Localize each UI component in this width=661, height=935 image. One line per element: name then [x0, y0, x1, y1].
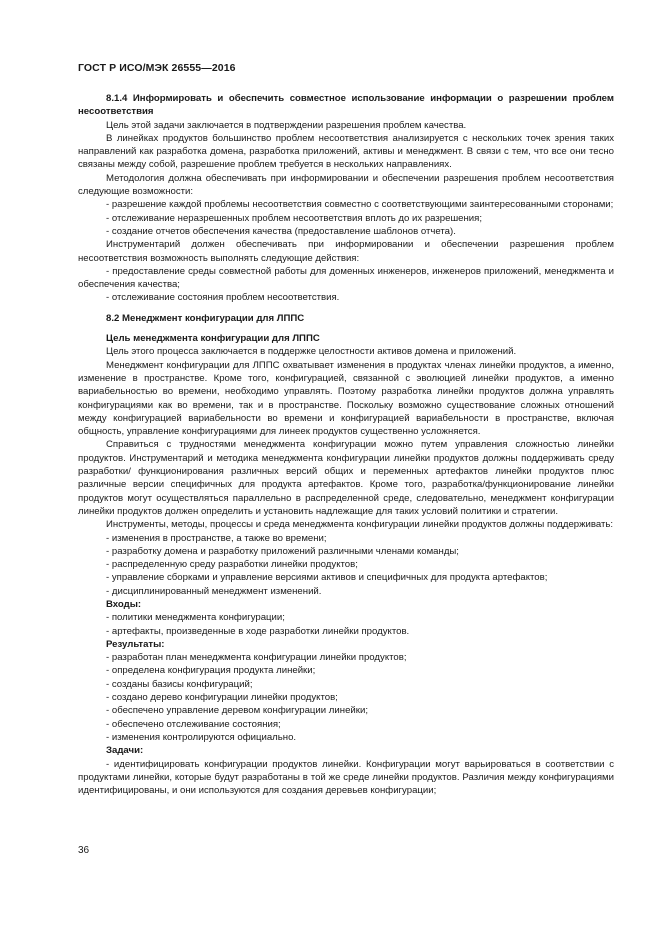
section-8-2-title: 8.2 Менеджмент конфигурации для ЛППС	[106, 312, 305, 324]
list-item: - распределенную среду разработки линейки продуктов;	[106, 559, 358, 571]
standard-header: ГОСТ Р ИСО/МЭК 26555—2016	[78, 62, 236, 74]
list-item: - идентифицировать конфигурации продуктов линейки. Конфигурации могут варьироваться в соответствии с продуктами линейки, которые будут разработаны в той же среде линейки продуктов. Различия между конфигурациями идентифицированы, и они используются для создания деревьев конфигурации;	[78, 758, 614, 797]
paragraph: Менеджмент конфигурации для ЛППС охватывает изменения в продуктах членах линейки продуктов, а именно, изменение в пространстве. Кроме того, конфигурацией, связанной с эволюцией линейки продуктов, а именно вариабельностью во времени, необходимо управлять. Поэтому разработка линейки продуктов должна управлять конфигурациями как во времени, так и в пространстве. Поскольку возможно существование сложных отношений между конфигурацией вариабельности во времени и конфигурацией вариабельности в пространстве, включая общность, управление конфигурациями для линеек продуктов существенно усложняется.	[78, 359, 614, 438]
paragraph: В линейках продуктов большинство проблем несоответствия анализируется с нескольких точек зрения таких направлений как разработка домена, разработка приложений, активы и менеджмент. В связи с тем, что все они тесно связаны между собой, разрешение проблем требуется в нескольких направлениях.	[78, 132, 614, 171]
list-item: - предоставление среды совместной работы для доменных инженеров, инженеров приложений, менеджмента и обеспечения качества;	[78, 265, 614, 291]
tasks-label: Задачи:	[106, 745, 144, 757]
document-body	[78, 92, 614, 797]
list-item: - обеспечено управление деревом конфигурации линейки;	[106, 705, 368, 717]
paragraph: Цель этого процесса заключается в поддержке целостности активов домена и приложений.	[106, 346, 517, 358]
list-item: - создание отчетов обеспечения качества (предоставление шаблонов отчета).	[106, 225, 456, 237]
list-item: - создано дерево конфигурации линейки продуктов;	[106, 692, 338, 704]
list-item: - артефакты, произведенные в ходе разработки линейки продуктов.	[106, 625, 410, 637]
paragraph: Методология должна обеспечивать при информировании и обеспечении разрешения проблем несоответствия следующие возможности:	[78, 172, 614, 198]
list-item: - разрешение каждой проблемы несоответствия совместно с соответствующими заинтересованными сторонами;	[106, 199, 614, 211]
list-item: - отслеживание состояния проблем несоответствия.	[106, 292, 340, 304]
list-item: - определена конфигурация продукта линейки;	[106, 665, 316, 677]
list-item: - созданы базисы конфигураций;	[106, 678, 253, 690]
paragraph: Инструментарий должен обеспечивать при информировании и обеспечении разрешения проблем несоответствия возможность выполнять следующие действия:	[78, 239, 614, 264]
list-item: - разработан план менеджмента конфигурации линейки продуктов;	[106, 652, 407, 664]
list-item: - изменения контролируются официально.	[106, 731, 297, 743]
list-item: - отслеживание неразрешенных проблем несоответствия вплоть до их разрешения;	[106, 212, 483, 224]
spacer	[78, 325, 614, 332]
list-item: - разработку домена и разработку приложений различными членами команды;	[106, 545, 459, 557]
section-8-1-4-title: 8.1.4 Информировать и обеспечить совместное использование информации о разрешении проблем несоответствия	[78, 93, 614, 118]
page-number: 36	[78, 845, 90, 856]
list-item: - обеспечено отслеживание состояния;	[106, 718, 281, 730]
list-item: - политики менеджмента конфигурации;	[106, 612, 285, 624]
paragraph: Инструменты, методы, процессы и среда менеджмента конфигурации линейки продуктов должны поддерживать:	[106, 519, 614, 531]
list-item: - изменения в пространстве, а также во времени;	[106, 532, 327, 544]
paragraph: Справиться с трудностями менеджмента конфигурации можно путем управления сложностью линейки продуктов. Инструментарий и методика менеджмента конфигурации линейки продуктов должны поддерживать среду разработки/ функционирования различных версий общих и переменных артефактов линейки продуктов плюс различные версии специфичных для продукта артефактов. Кроме того, разработка/функционирование линейки продуктов могут осуществляться параллельно в распределенной среде, следовательно, менеджмент конфигурации линейки продуктов должен определить и установить надлежащие для таких условий политики и стратегии.	[78, 439, 614, 517]
spacer	[78, 305, 614, 312]
list-item: - дисциплинированный менеджмент изменений.	[106, 585, 322, 597]
list-item: - управление сборками и управление версиями активов и специфичных для продукта артефактов;	[106, 572, 548, 584]
results-label: Результаты:	[106, 638, 165, 650]
inputs-label: Входы:	[106, 598, 142, 610]
section-8-2-subtitle: Цель менеджмента конфигурации для ЛППС	[106, 333, 320, 345]
paragraph: Цель этой задачи заключается в подтверждении разрешения проблем качества.	[106, 119, 467, 131]
